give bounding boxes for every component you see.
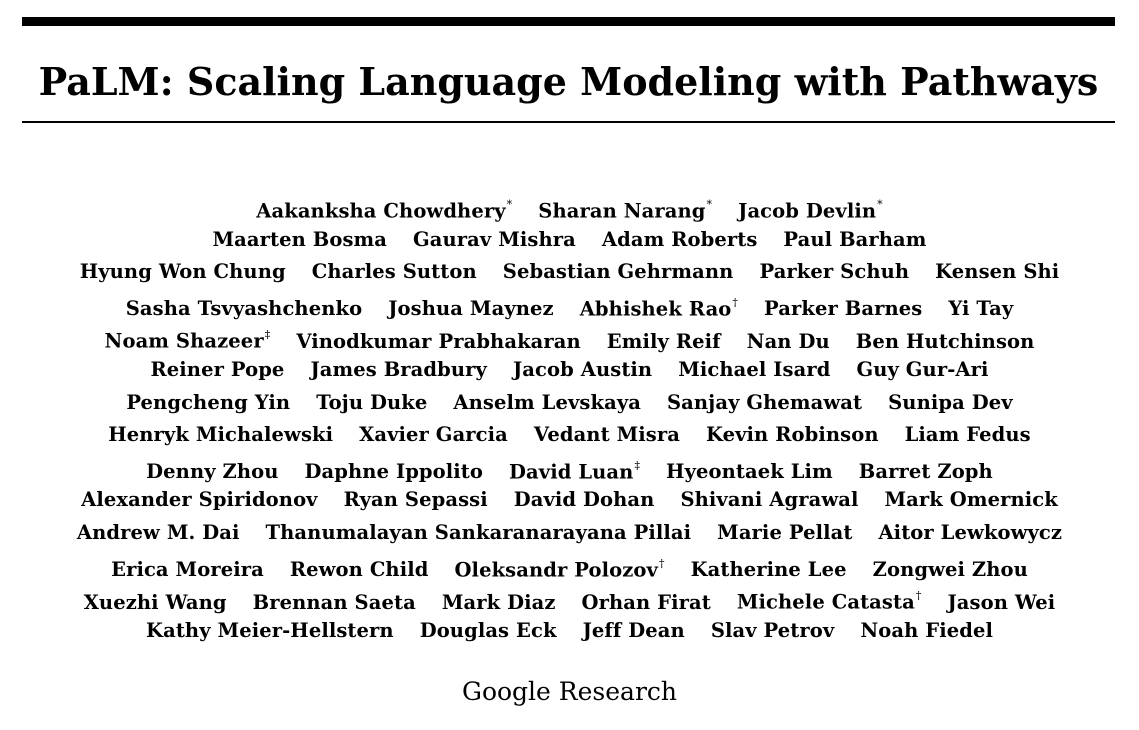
author-name-text: Barret Zoph [858,460,993,484]
author-name-text: Nan Du [746,329,830,353]
author-name-text: Sunipa Dev [888,390,1013,414]
author-name [711,615,835,648]
author-footnote-mark: † [658,556,665,570]
author-footnote-mark: * [706,198,713,211]
author-name [534,419,680,452]
author-name-text: David Luan [509,460,634,484]
author-line [0,550,1139,583]
author-name [266,517,692,550]
affiliation: Google Research [461,677,677,706]
author-name [878,517,1062,550]
author-name [310,354,487,387]
paper-title: PaLM: Scaling Language Modeling with Pathways [38,59,1099,104]
author-line [0,224,1139,257]
author-footnote-mark: † [732,295,739,309]
author-name-text: Maarten Bosma [212,227,388,251]
author-footnote-mark: * [877,198,883,211]
author-name-text: Sharan Narang [538,199,706,223]
author-name-text: Slav Petrov [710,618,835,642]
author-name [580,289,738,326]
author-name-text: Daphne Ippolito [304,460,484,484]
author-name-text: Jacob Devlin [738,199,877,223]
author-name [602,224,758,257]
author-name-text: Brennan Saeta [252,590,416,614]
author-list [0,191,1139,647]
author-name [884,484,1057,517]
author-name-text: Noah Fiedel [860,618,993,642]
author-name [737,582,922,619]
author-name-text: Thanumalayan Sankaranarayana Pillai [265,520,692,544]
author-name-text: Emily Reif [606,329,721,353]
author-name-text: Erica Moreira [111,558,264,582]
author-name-text: Denny Zhou [146,460,279,484]
author-name [212,224,387,257]
author-name-text: Yi Tay [948,297,1014,321]
author-name-text: Xavier Garcia [359,423,508,447]
author-name-text: Douglas Eck [419,618,557,642]
author-name-text: Gaurav Mishra [413,227,576,251]
author-name-text: Shivani Agrawal [680,488,859,512]
author-name-text: Oleksandr Polozov [454,558,658,582]
author-name-text: Reiner Pope [150,357,285,381]
author-name [413,224,576,257]
author-name-text: Anselm Levskaya [453,390,641,414]
author-name [105,321,271,358]
author-name-text: Kathy Meier-Hellstern [146,618,394,642]
author-name [513,354,652,387]
author-name-text: Andrew M. Dai [76,520,240,544]
author-name-text: Mark Diaz [441,590,556,614]
author-name-text: Paul Barham [783,227,927,251]
author-name-text: Joshua Maynez [388,297,554,321]
author-name [667,387,862,420]
author-footnote-mark: * [506,198,513,211]
author-name [717,517,852,550]
author-name [146,615,394,648]
author-name-text: Sebastian Gehrmann [502,260,734,284]
author-name [856,354,988,387]
author-name [935,256,1059,289]
author-name [359,419,508,452]
author-name-text: Charles Sutton [311,260,477,284]
author-name [312,256,477,289]
author-name [256,191,512,228]
author-name [706,419,879,452]
author-name-text: Sanjay Ghemawat [666,390,863,414]
author-name-text: Guy Gur-Ari [856,357,989,381]
author-name [453,387,641,420]
author-name-text: Michael Isard [678,357,831,381]
author-name-text: Liam Fedus [904,423,1031,447]
author-line [0,582,1139,615]
author-name [538,191,712,228]
author-name-text: Parker Schuh [759,260,910,284]
author-name-text: Orhan Firat [581,590,711,614]
author-name [77,517,240,550]
author-name-text: Rewon Child [289,558,429,582]
author-name-text: Vinodkumar Prabhakaran [296,329,581,353]
author-name-text: Jacob Austin [512,357,653,381]
author-name-text: Noam Shazeer [104,329,264,353]
author-line [0,419,1139,452]
author-name [509,452,640,489]
author-name-text: Toju Duke [316,390,428,414]
title-bottom-rule [22,121,1115,123]
author-name-text: Xuezhi Wang [83,590,227,614]
author-footnote-mark: ‡ [264,328,271,342]
author-name-text: David Dohan [513,488,655,512]
author-name-text: Marie Pellat [717,520,853,544]
author-line [0,321,1139,354]
author-name [108,419,333,452]
author-name-text: Katherine Lee [690,558,847,582]
author-line [0,191,1139,224]
author-name-text: Alexander Spiridonov [81,488,318,512]
author-name-text: Hyung Won Chung [79,260,286,284]
author-line [0,517,1139,550]
author-name [905,419,1031,452]
author-name [783,224,926,257]
author-name-text: Henryk Michalewski [108,423,334,447]
author-name [420,615,557,648]
author-name [583,615,685,648]
author-line [0,354,1139,387]
author-name-text: Zongwei Zhou [872,558,1028,582]
author-name-text: Jason Wei [947,590,1056,614]
author-name-text: Sasha Tsvyashchenko [125,297,363,321]
author-name-text: James Bradbury [310,357,487,381]
author-name [126,387,290,420]
author-name [738,191,883,228]
author-footnote-mark: † [915,589,922,603]
author-name-text: Aakanksha Chowdhery [256,199,506,223]
author-name-text: Hyeontaek Lim [666,460,833,484]
author-name-text: Kensen Shi [935,260,1060,284]
author-line [0,387,1139,420]
author-name-text: Vedant Misra [533,423,680,447]
author-name-text: Aitor Lewkowycz [878,520,1063,544]
author-name-text: Jeff Dean [582,618,685,642]
author-name-text: Ryan Sepassi [343,488,488,512]
author-name [888,387,1013,420]
author-name [759,256,909,289]
author-line [0,289,1139,322]
author-name-text: Mark Omernick [884,488,1058,512]
author-name [860,615,993,648]
author-name [150,354,284,387]
author-name [316,387,427,420]
author-name [80,256,286,289]
author-name-text: Michele Catasta [736,590,915,614]
author-name-text: Adam Roberts [601,227,758,251]
author-footnote-mark: ‡ [634,458,641,472]
author-name [514,484,655,517]
author-name [454,550,664,587]
author-name [680,484,858,517]
author-line [0,256,1139,289]
author-name-text: Ben Hutchinson [855,329,1035,353]
author-line [0,452,1139,485]
author-line [0,615,1139,648]
top-rule [22,17,1115,26]
author-name-text: Abhishek Rao [579,297,732,321]
author-name-text: Kevin Robinson [705,423,879,447]
author-name [678,354,830,387]
author-line [0,484,1139,517]
author-name-text: Parker Barnes [764,297,923,321]
author-name [81,484,317,517]
author-name [503,256,734,289]
author-name-text: Pengcheng Yin [126,390,291,414]
author-name [344,484,488,517]
